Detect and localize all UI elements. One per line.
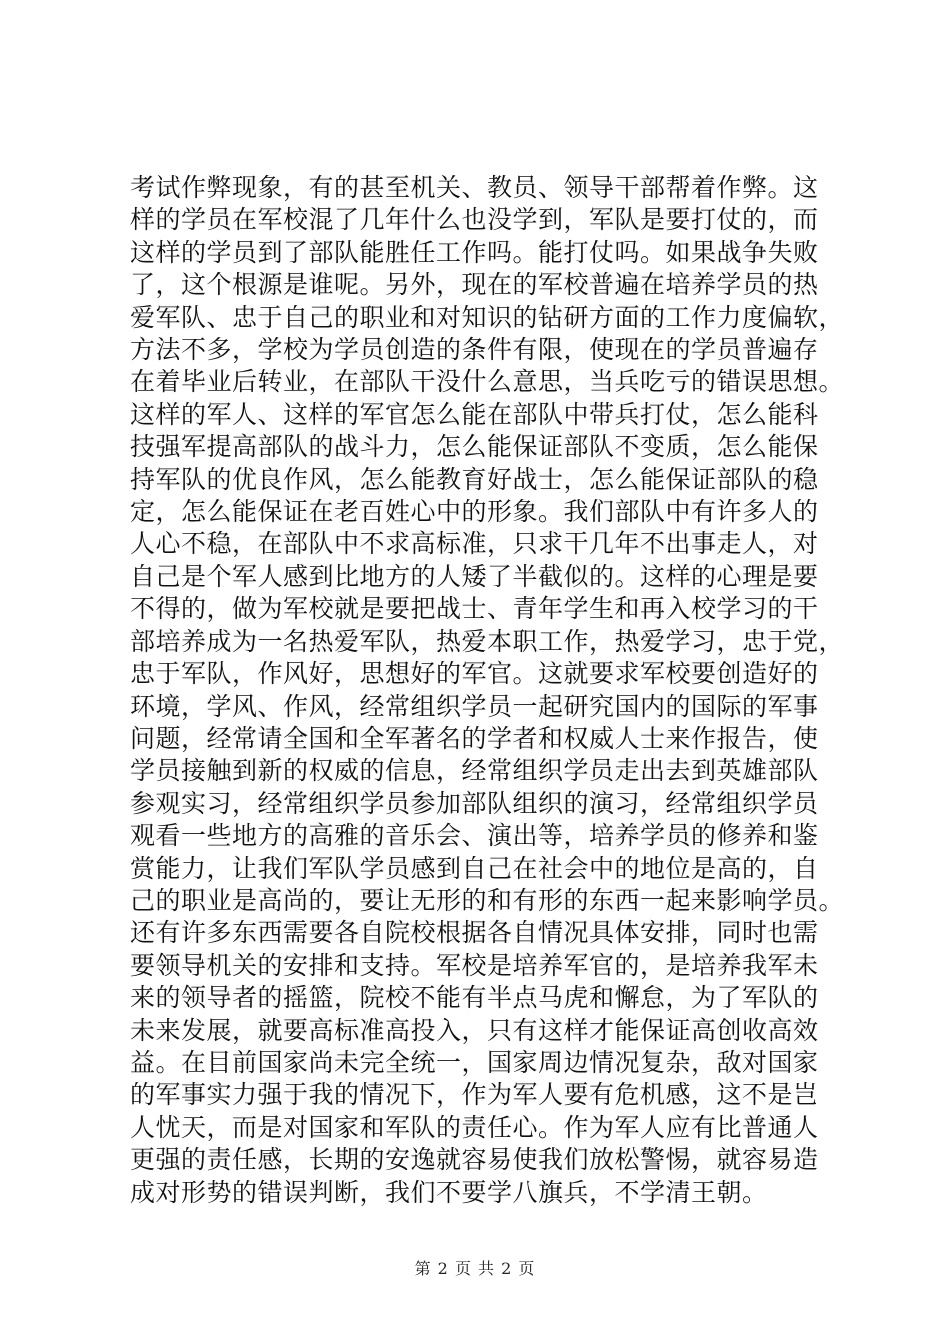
text-line: 参观实习，经常组织学员参加部队组织的演习，经常组织学员 (130, 788, 819, 818)
text-line: 的军事实力强于我的情况下，作为军人要有危机感，这不是岂 (130, 1080, 819, 1110)
text-line: 部培养成为一名热爱军队，热爱本职工作，热爱学习，忠于党， (130, 626, 845, 656)
text-line: 考试作弊现象，有的甚至机关、教员、领导干部帮着作弊。这 (130, 173, 819, 202)
text-line: 持军队的优良作风，怎么能教育好战士，怎么能保证部队的稳 (130, 464, 819, 494)
text-line: 爱军队、忠于自己的职业和对知识的钻研方面的工作力度偏软， (130, 302, 845, 332)
text-line: 益。在目前国家尚未完全统一，国家周边情况复杂，敌对国家 (130, 1047, 819, 1077)
text-line: 人忧天，而是对国家和军队的责任心。作为军人应有比普通人 (130, 1112, 819, 1142)
text-line: 自己是个军人感到比地方的人矮了半截似的。这样的心理是要 (130, 561, 819, 591)
text-line: 忠于军队，作风好，思想好的军官。这就要求军校要创造好的 (130, 659, 819, 689)
page-number-footer: 第 2 页 共 2 页 (414, 1259, 536, 1278)
text-line: 方法不多，学校为学员创造的条件有限，使现在的学员普遍存 (130, 335, 819, 365)
text-line: 还有许多东西需要各自院校根据各自情况具体安排，同时也需 (130, 918, 819, 948)
text-line: 人心不稳，在部队中不求高标准，只求干几年不出事走人，对 (130, 529, 819, 559)
text-line: 技强军提高部队的战斗力，怎么能保证部队不变质，怎么能保 (130, 432, 819, 462)
text-line: 这样的军人、这样的军官怎么能在部队中带兵打仗，怎么能科 (130, 399, 819, 429)
text-line: 未来发展，就要高标准高投入，只有这样才能保证高创收高效 (130, 1015, 819, 1045)
text-line: 定，怎么能保证在老百姓心中的形象。我们部队中有许多人的 (130, 497, 819, 527)
text-line: 来的领导者的摇篮，院校不能有半点马虎和懈怠，为了军队的 (130, 983, 819, 1013)
text-line: 环境，学风、作风，经常组织学员一起研究国内的国际的军事 (130, 691, 819, 721)
text-line: 己的职业是高尚的，要让无形的和有形的东西一起来影响学员。 (130, 885, 845, 915)
text-line: 这样的学员到了部队能胜任工作吗。能打仗吗。如果战争失败 (130, 237, 819, 267)
text-line: 赏能力，让我们军队学员感到自己在社会中的地位是高的，自 (130, 853, 819, 883)
text-line: 观看一些地方的高雅的音乐会、演出等，培养学员的修养和鉴 (130, 821, 819, 851)
text-line: 不得的，做为军校就是要把战士、青年学生和再入校学习的干 (130, 594, 819, 624)
text-line: 了，这个根源是谁呢。另外，现在的军校普遍在培养学员的热 (130, 270, 819, 300)
text-line: 更强的责任感，长期的安逸就容易使我们放松警惕，就容易造 (130, 1145, 819, 1175)
text-line: 成对形势的错误判断，我们不要学八旗兵，不学清王朝。 (130, 1177, 768, 1207)
text-line: 要领导机关的安排和支持。军校是培养军官的，是培养我军未 (130, 950, 819, 980)
body-paragraph (130, 172, 845, 1209)
text-line: 问题，经常请全国和全军著名的学者和权威人士来作报告，使 (130, 723, 819, 753)
text-line: 样的学员在军校混了几年什么也没学到，军队是要打仗的，而 (130, 205, 819, 235)
text-line: 在着毕业后转业，在部队干没什么意思，当兵吃亏的错误思想。 (130, 367, 845, 397)
text-line: 学员接触到新的权威的信息，经常组织学员走出去到英雄部队 (130, 756, 819, 786)
